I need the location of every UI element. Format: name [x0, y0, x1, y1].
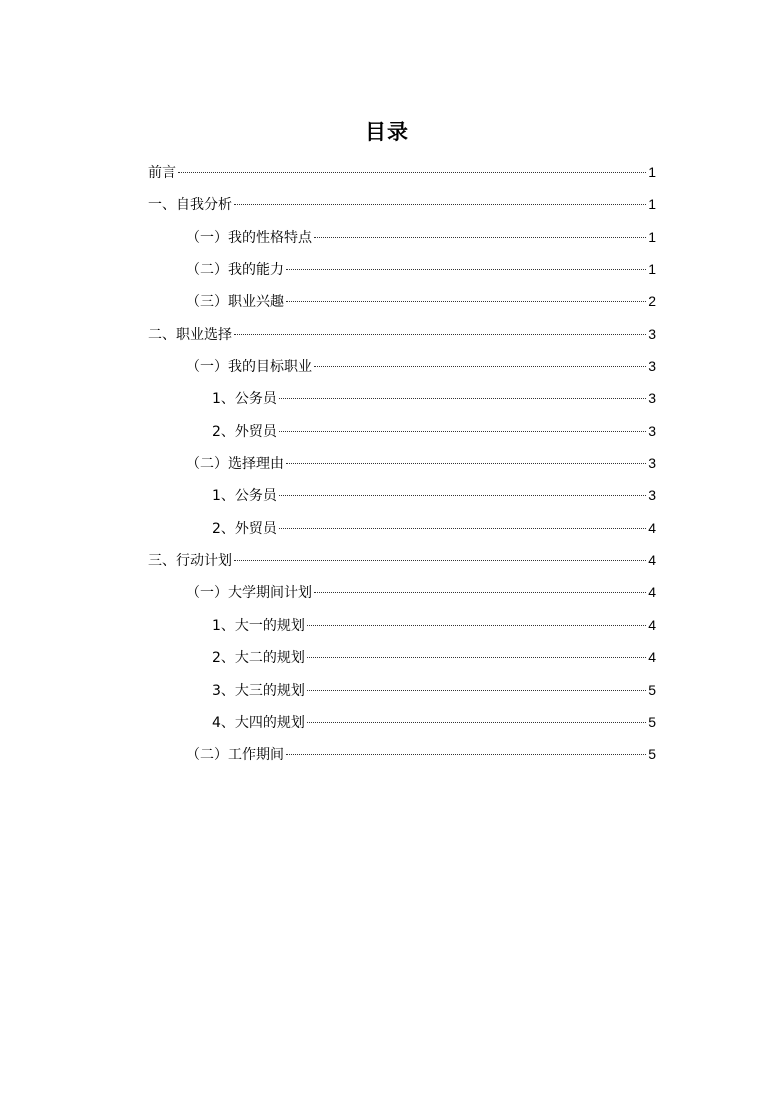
dot-leader — [234, 334, 646, 335]
toc-entry-page-number: 5 — [648, 681, 656, 698]
dot-leader — [279, 495, 646, 496]
dot-leader — [178, 172, 646, 173]
toc-entry[interactable] — [148, 156, 656, 188]
toc-entry[interactable] — [148, 253, 656, 285]
table-of-contents — [148, 156, 656, 771]
toc-entry-title: （一）大学期间计划 — [186, 585, 312, 602]
dot-leader — [286, 269, 646, 270]
toc-entry-title: 3、大三的规划 — [212, 682, 305, 699]
dot-leader — [307, 722, 646, 723]
toc-entry[interactable] — [148, 674, 656, 706]
toc-entry-page-number: 3 — [648, 487, 656, 504]
toc-entry[interactable] — [148, 285, 656, 317]
dot-leader — [234, 560, 646, 561]
toc-entry[interactable] — [148, 544, 656, 576]
dot-leader — [279, 528, 646, 529]
toc-entry[interactable] — [148, 447, 656, 479]
toc-entry-page-number: 1 — [648, 164, 656, 180]
dot-leader — [286, 754, 646, 755]
toc-entry-page-number: 2 — [648, 293, 656, 310]
toc-entry-page-number: 4 — [648, 649, 656, 666]
toc-entry-title: 2、外贸员 — [212, 520, 277, 537]
toc-entry-title: （一）我的目标职业 — [186, 359, 312, 376]
toc-entry-title: （二）选择理由 — [186, 456, 284, 473]
toc-entry-title: 1、公务员 — [212, 391, 277, 408]
toc-entry-title: 2、大二的规划 — [212, 650, 305, 667]
toc-entry-title: 前言 — [148, 165, 176, 181]
toc-entry-page-number: 3 — [648, 422, 656, 439]
toc-entry-title: 2、外贸员 — [212, 423, 277, 440]
toc-entry[interactable] — [148, 382, 656, 414]
toc-entry[interactable] — [148, 512, 656, 544]
toc-entry-page-number: 1 — [648, 228, 656, 245]
toc-entry-title: 1、大一的规划 — [212, 617, 305, 634]
toc-entry[interactable] — [148, 415, 656, 447]
toc-entry-title: 二、职业选择 — [148, 326, 232, 343]
toc-entry-page-number: 3 — [648, 358, 656, 375]
toc-entry-page-number: 1 — [648, 196, 656, 213]
toc-entry[interactable] — [148, 188, 656, 220]
dot-leader — [314, 592, 646, 593]
dot-leader — [307, 657, 646, 658]
toc-entry-page-number: 4 — [648, 616, 656, 633]
page-title: 目录 — [365, 120, 409, 144]
toc-entry-title: 三、行动计划 — [148, 553, 232, 570]
dot-leader — [286, 463, 646, 464]
toc-entry-title: 1、公务员 — [212, 488, 277, 505]
toc-entry-page-number: 4 — [648, 552, 656, 569]
toc-entry-page-number: 4 — [648, 519, 656, 536]
toc-entry-page-number: 3 — [648, 390, 656, 407]
dot-leader — [279, 431, 646, 432]
toc-entry-page-number: 5 — [648, 713, 656, 730]
toc-entry-page-number: 5 — [648, 746, 656, 763]
dot-leader — [314, 237, 646, 238]
toc-entry[interactable] — [148, 706, 656, 738]
toc-entry-title: （二）我的能力 — [186, 262, 284, 279]
toc-entry-page-number: 3 — [648, 455, 656, 472]
toc-entry-page-number: 4 — [648, 584, 656, 601]
toc-entry-page-number: 3 — [648, 325, 656, 342]
dot-leader — [307, 690, 646, 691]
dot-leader — [307, 625, 646, 626]
toc-entry-title: 4、大四的规划 — [212, 714, 305, 731]
toc-entry-page-number: 1 — [648, 261, 656, 278]
toc-entry[interactable] — [148, 318, 656, 350]
toc-entry[interactable] — [148, 479, 656, 511]
dot-leader — [314, 366, 646, 367]
dot-leader — [234, 204, 646, 205]
dot-leader — [286, 301, 646, 302]
toc-entry-title: （三）职业兴趣 — [186, 294, 284, 311]
toc-entry[interactable] — [148, 576, 656, 608]
toc-entry[interactable] — [148, 350, 656, 382]
toc-entry-title: （一）我的性格特点 — [186, 229, 312, 246]
toc-entry[interactable] — [148, 221, 656, 253]
dot-leader — [279, 398, 646, 399]
toc-entry[interactable] — [148, 641, 656, 673]
toc-entry-title: （二）工作期间 — [186, 747, 284, 764]
toc-entry-title: 一、自我分析 — [148, 197, 232, 214]
toc-entry[interactable] — [148, 738, 656, 770]
toc-entry[interactable] — [148, 609, 656, 641]
